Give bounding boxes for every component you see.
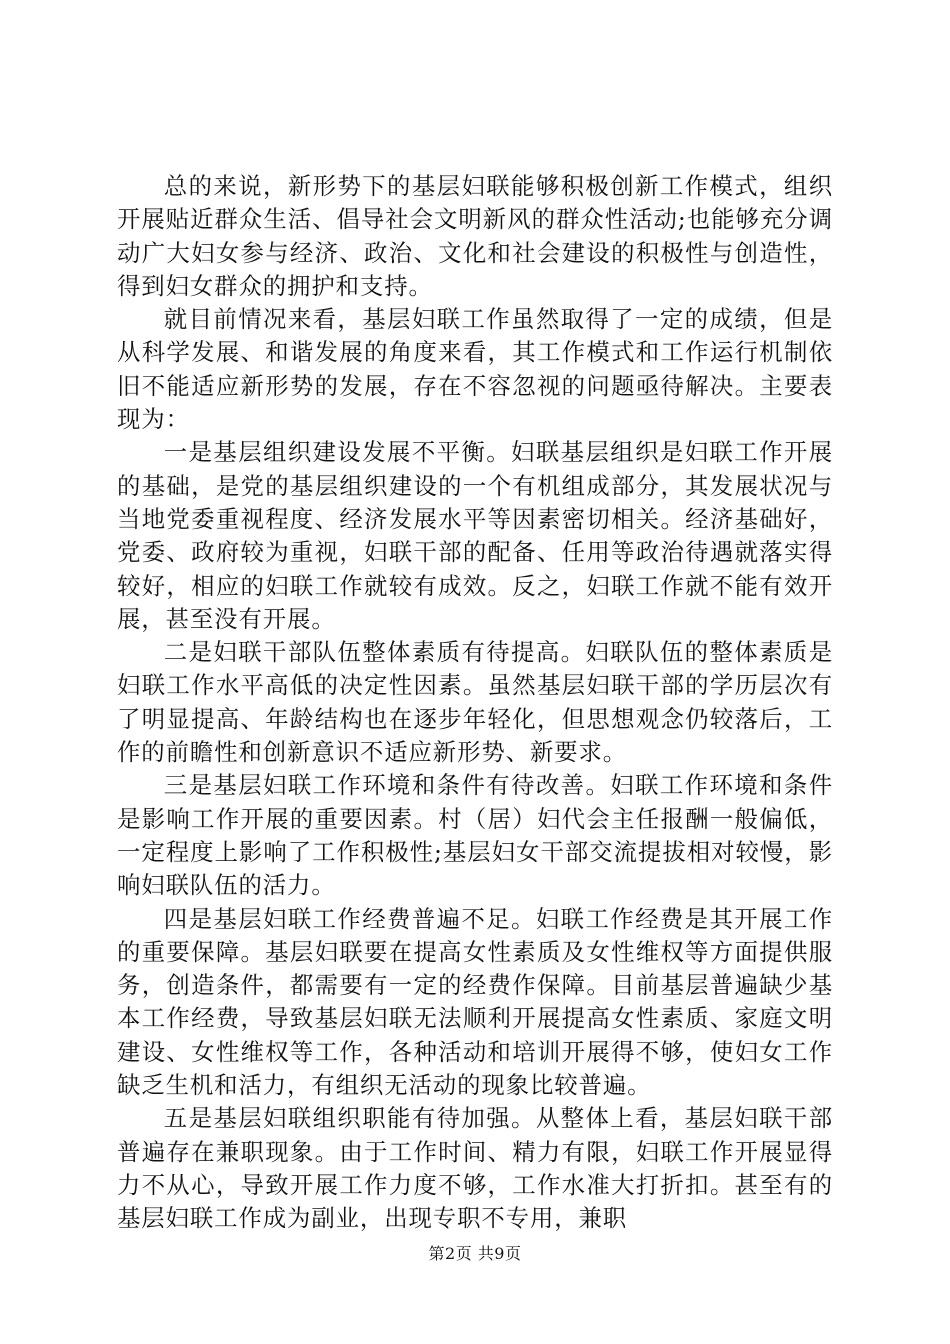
- paragraph-point-four: 四是基层妇联工作经费普遍不足。妇联工作经费是其开展工作的重要保障。基层妇联要在提高女性素质及女性维权等方面提供服务，创造条件，都需要有一定的经费作保障。目前基层普遍缺少基本工作经费，导致基层妇联无法顺利开展提高女性素质、家庭文明建设、女性维权等工作，各种活动和培训开展得不够，使妇女工作缺乏生机和活力，有组织无活动的现象比较普遍。: [117, 904, 833, 1100]
- paragraph-point-three: 三是基层妇联工作环境和条件有待改善。妇联工作环境和条件是影响工作开展的重要因素。村（居）妇代会主任报酬一般偏低，一定程度上影响了工作积极性;基层妇女干部交流提拔相对较慢，影响妇联队伍的活力。: [117, 771, 833, 900]
- page-number-footer: 第2页 共9页: [428, 1244, 522, 1263]
- paragraph-summary: 总的来说，新形势下的基层妇联能够积极创新工作模式，组织开展贴近群众生活、倡导社会文明新风的群众性活动;也能够充分调动广大妇女参与经济、政治、文化和社会建设的积极性与创造性，得到妇女群众的拥护和支持。: [117, 172, 833, 300]
- paragraph-point-two: 二是妇联干部队伍整体素质有待提高。妇联队伍的整体素质是妇联工作水平高低的决定性因素。虽然基层妇联干部的学历层次有了明显提高、年龄结构也在逐步年轻化，但思想观念仍较落后，工作的前瞻性和创新意识不适应新形势、新要求。: [117, 638, 833, 767]
- paragraph-point-five: 五是基层妇联组织职能有待加强。从整体上看，基层妇联干部普遍存在兼职现象。由于工作时间、精力有限，妇联工作开展显得力不从心，导致开展工作力度不够，工作水准大打折扣。甚至有的基层妇联工作成为副业，出现专职不专用，兼职: [117, 1104, 833, 1233]
- paragraph-point-one: 一是基层组织建设发展不平衡。妇联基层组织是妇联工作开展的基础，是党的基层组织建设的一个有机组成部分，其发展状况与当地党委重视程度、经济发展水平等因素密切相关。经济基础好，党委、政府较为重视，妇联干部的配备、任用等政治待遇就落实得较好，相应的妇联工作就较有成效。反之，妇联工作就不能有效开展，甚至没有开展。: [117, 438, 833, 633]
- document-body: [117, 170, 833, 1236]
- paragraph-current-situation: 就目前情况来看，基层妇联工作虽然取得了一定的成绩，但是从科学发展、和谐发展的角度来看，其工作模式和工作运行机制依旧不能适应新形势的发展，存在不容忽视的问题亟待解决。主要表现为：: [117, 305, 833, 434]
